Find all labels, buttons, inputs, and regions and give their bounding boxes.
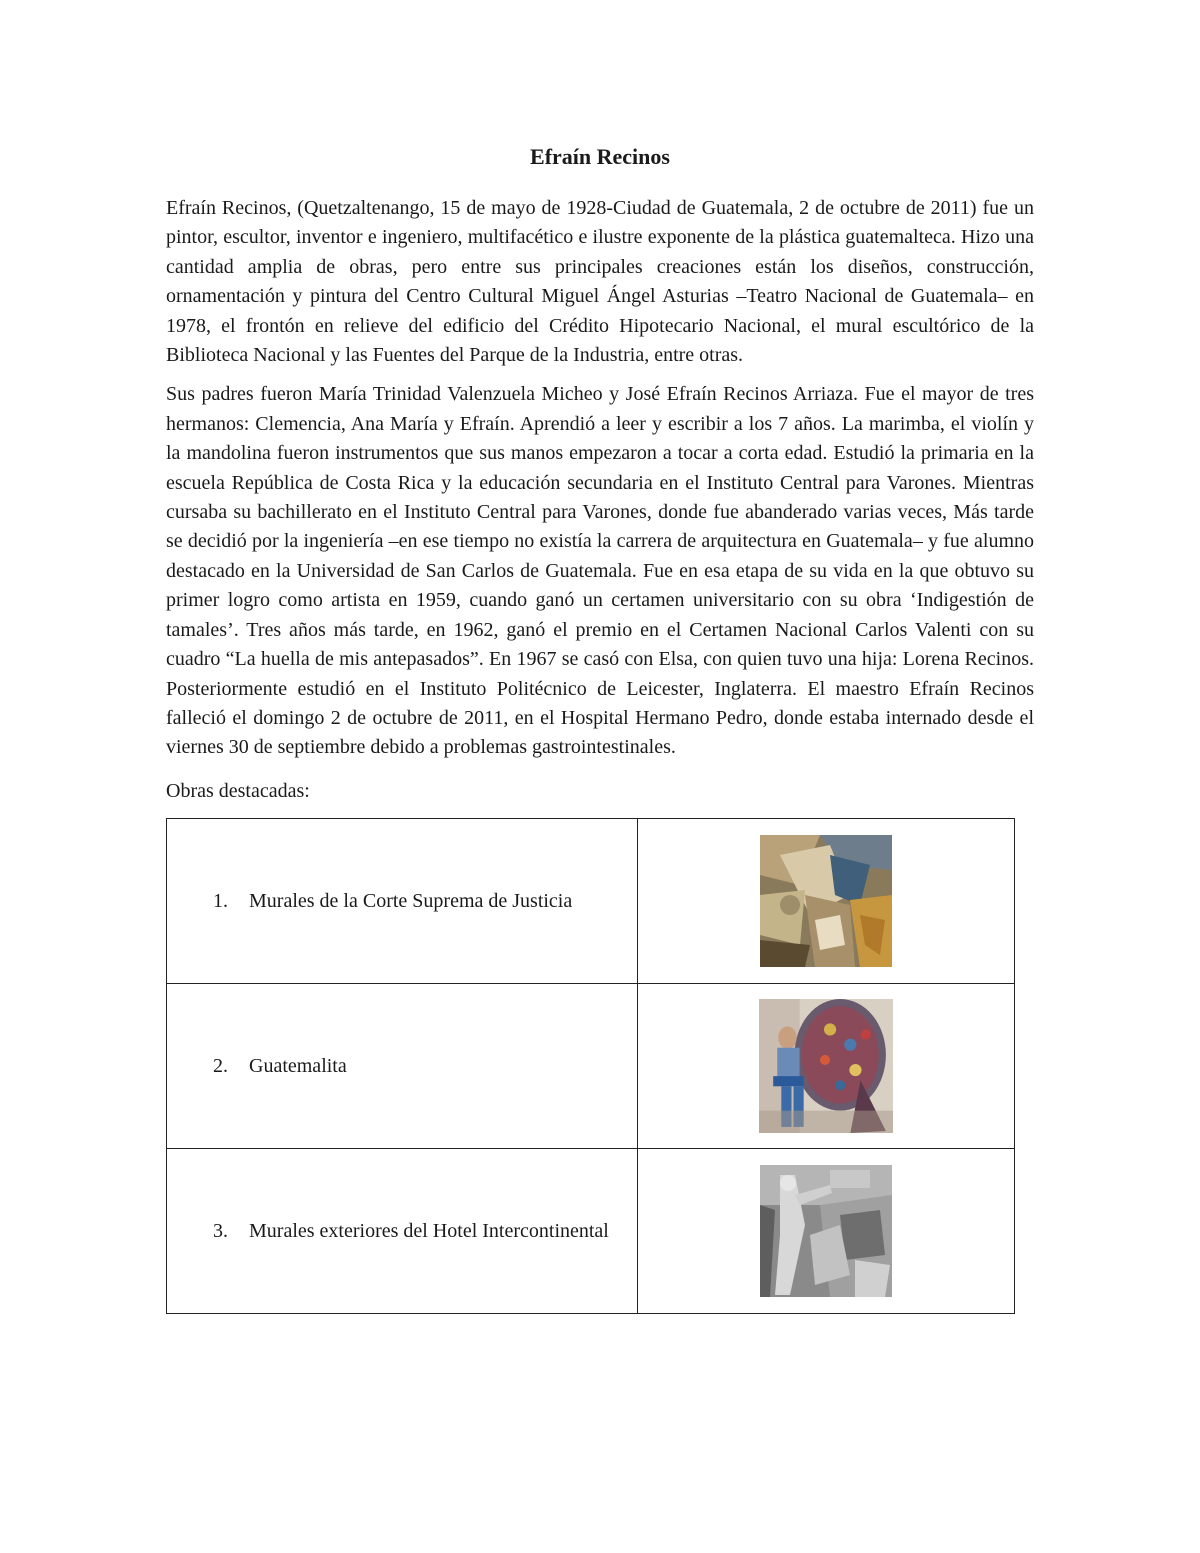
document-title: Efraín Recinos <box>530 144 670 169</box>
work-image-cell <box>638 1148 1015 1313</box>
table-row <box>167 983 1015 1148</box>
list-item <box>167 1217 637 1245</box>
list-item <box>167 887 637 915</box>
list-number: 2. <box>213 1054 228 1077</box>
list-number: 3. <box>213 1219 228 1242</box>
list-item <box>167 1052 637 1080</box>
work-name: Guatemalita <box>249 1054 347 1077</box>
work-name-cell <box>167 1148 638 1313</box>
table-row <box>167 818 1015 983</box>
paragraph-biography: Sus padres fueron María Trinidad Valenzuela Micheo y José Efraín Recinos Arriaza. Fue el mayor de tres hermanos: Clemencia, Ana María y Efraín. Aprendió a leer y escribir a los 7 años. La marimba, el violín y la mandolina fueron instrumentos que sus manos empezaron a tocar a corta edad. Estudió la primaria en la escuela República de Costa Rica y la educación secundaria en el Instituto Central para Varones. Mientras cursaba su bachillerato en el Instituto Central para Varones, donde fue abanderado varias veces, Más tarde se decidió por la ingeniería –en ese tiempo no existía la carrera de arquitectura en Guatemala– y fue alumno destacado en la Universidad de San Carlos de Guatemala. Fue en esa etapa de su vida en la que obtuvo su primer logro como artista en 1959, cuando ganó un certamen universitario con su obra ‘Indigestión de tamales’. Tres años más tarde, en 1962, ganó el premio en el Certamen Nacional Carlos Valenti con su cuadro “La huella de mis antepasados”. En 1967 se casó con Elsa, con quien tuvo una hija: Lorena Recinos. Posteriormente estudió en el Instituto Politécnico de Leicester, Inglaterra. El maestro Efraín Recinos falleció el domingo 2 de octubre de 2011, en el Hospital Hermano Pedro, donde estaba internado desde el viernes 30 de septiembre debido a problemas gastrointestinales. <box>166 383 1034 759</box>
work-name-cell <box>167 983 638 1148</box>
works-heading: Obras destacadas: <box>166 779 310 802</box>
list-number: 1. <box>213 889 228 912</box>
work-image-cell <box>638 983 1015 1148</box>
work-name-cell <box>167 818 638 983</box>
guatemalita-image <box>759 999 893 1133</box>
work-image-cell <box>638 818 1015 983</box>
table-row <box>167 1148 1015 1313</box>
document-page <box>166 140 1034 1314</box>
work-name: Murales de la Corte Suprema de Justicia <box>249 889 573 912</box>
mural-corte-suprema-image <box>760 835 892 967</box>
work-name: Murales exteriores del Hotel Intercontinental <box>249 1219 609 1242</box>
paragraph-intro: Efraín Recinos, (Quetzaltenango, 15 de mayo de 1928-Ciudad de Guatemala, 2 de octubre de 2011) fue un pintor, escultor, inventor e ingeniero, multifacético e ilustre exponente de la plástica guatemalteca. Hizo una cantidad amplia de obras, pero entre sus principales creaciones están los diseños, construcción, ornamentación y pintura del Centro Cultural Miguel Ángel Asturias –Teatro Nacional de Guatemala– en 1978, el frontón en relieve del edificio del Crédito Hipotecario Nacional, el mural escultórico de la Biblioteca Nacional y las Fuentes del Parque de la Industria, entre otras. <box>166 197 1034 367</box>
mural-hotel-intercontinental-image <box>760 1165 892 1297</box>
works-table <box>166 818 1015 1314</box>
